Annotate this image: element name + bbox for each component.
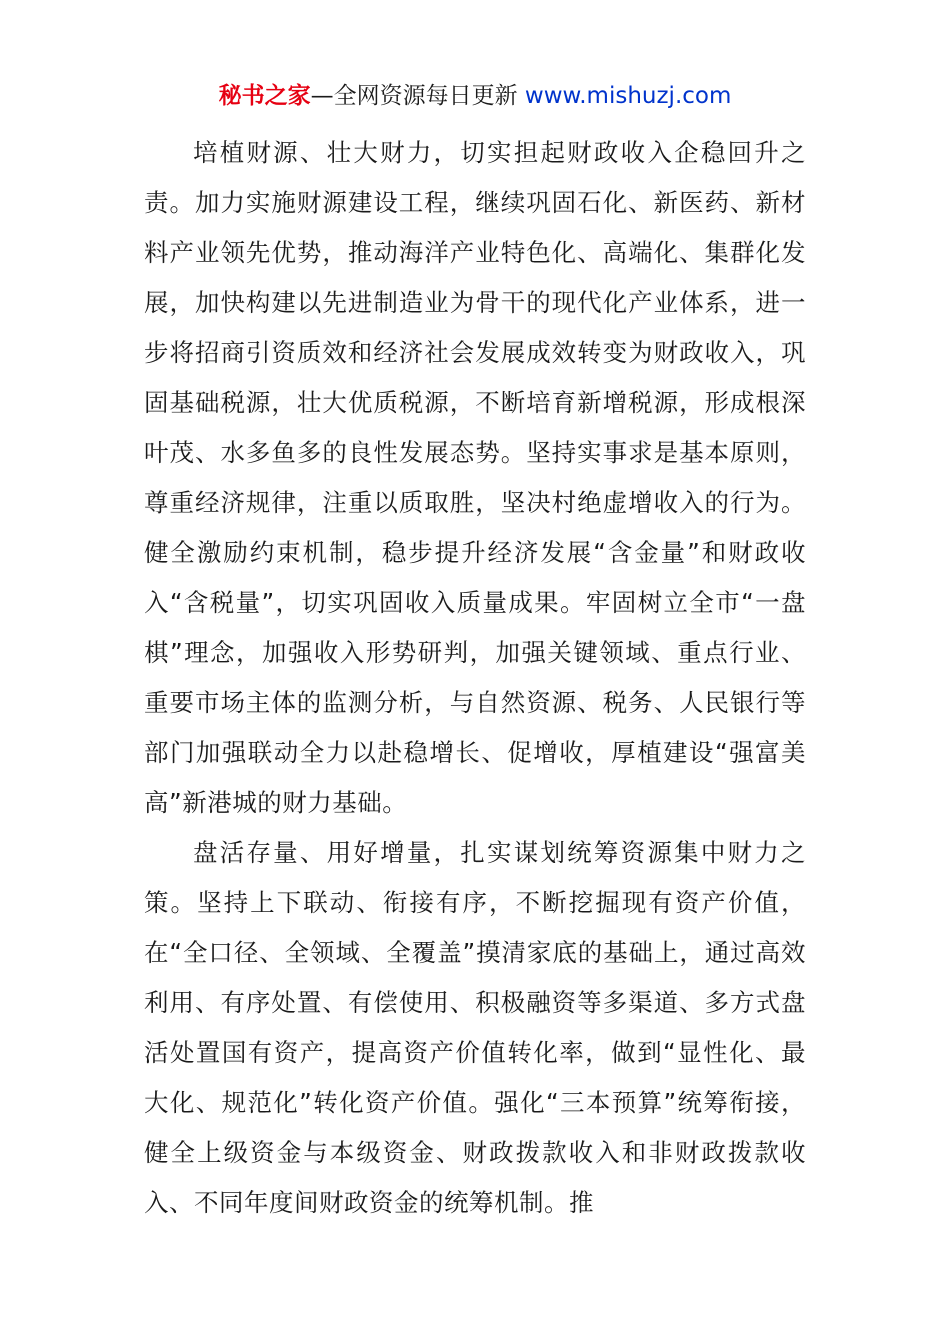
header-brand: 秘书之家 (218, 83, 311, 109)
page-header (0, 80, 950, 112)
header-tagline: —全网资源每日更新 (310, 83, 518, 109)
document-body (144, 128, 806, 1228)
paragraph-1: 培植财源、壮大财力，切实担起财政收入企稳回升之责。加力实施财源建设工程，继续巩固石化、新医药、新材料产业领先优势，推动海洋产业特色化、高端化、集群化发展，加快构建以先进制造业为骨干的现代化产业体系，进一步将招商引资质效和经济社会发展成效转变为财政收入，巩固基础税源，壮大优质税源，不断培育新增税源，形成根深叶茂、水多鱼多的良性发展态势。坚持实事求是基本原则，尊重经济规律，注重以质取胜，坚决村绝虚增收入的行为。健全激励约束机制，稳步提升经济发展“含金量”和财政收入“含税量”，切实巩固收入质量成果。牢固树立全市“一盘棋”理念，加强收入形势研判，加强关键领域、重点行业、重要市场主体的监测分析，与自然资源、税务、人民银行等部门加强联动全力以赴稳增长、促增收，厚植建设“强富美高”新港城的财力基础。 (144, 138, 806, 817)
header-site-link[interactable]: www.mishuzj.com (524, 83, 732, 109)
paragraph-2: 盘活存量、用好增量，扎实谋划统筹资源集中财力之策。坚持上下联动、衔接有序，不断挖掘现有资产价值，在“全口径、全领域、全覆盖”摸清家底的基础上，通过高效利用、有序处置、有偿使用、积极融资等多渠道、多方式盘活处置国有资产，提高资产价值转化率，做到“显性化、最大化、规范化”转化资产价值。强化“三本预算”统筹衔接，健全上级资金与本级资金、财政拨款收入和非财政拨款收入、不同年度间财政资金的统筹机制。推 (144, 838, 806, 1217)
